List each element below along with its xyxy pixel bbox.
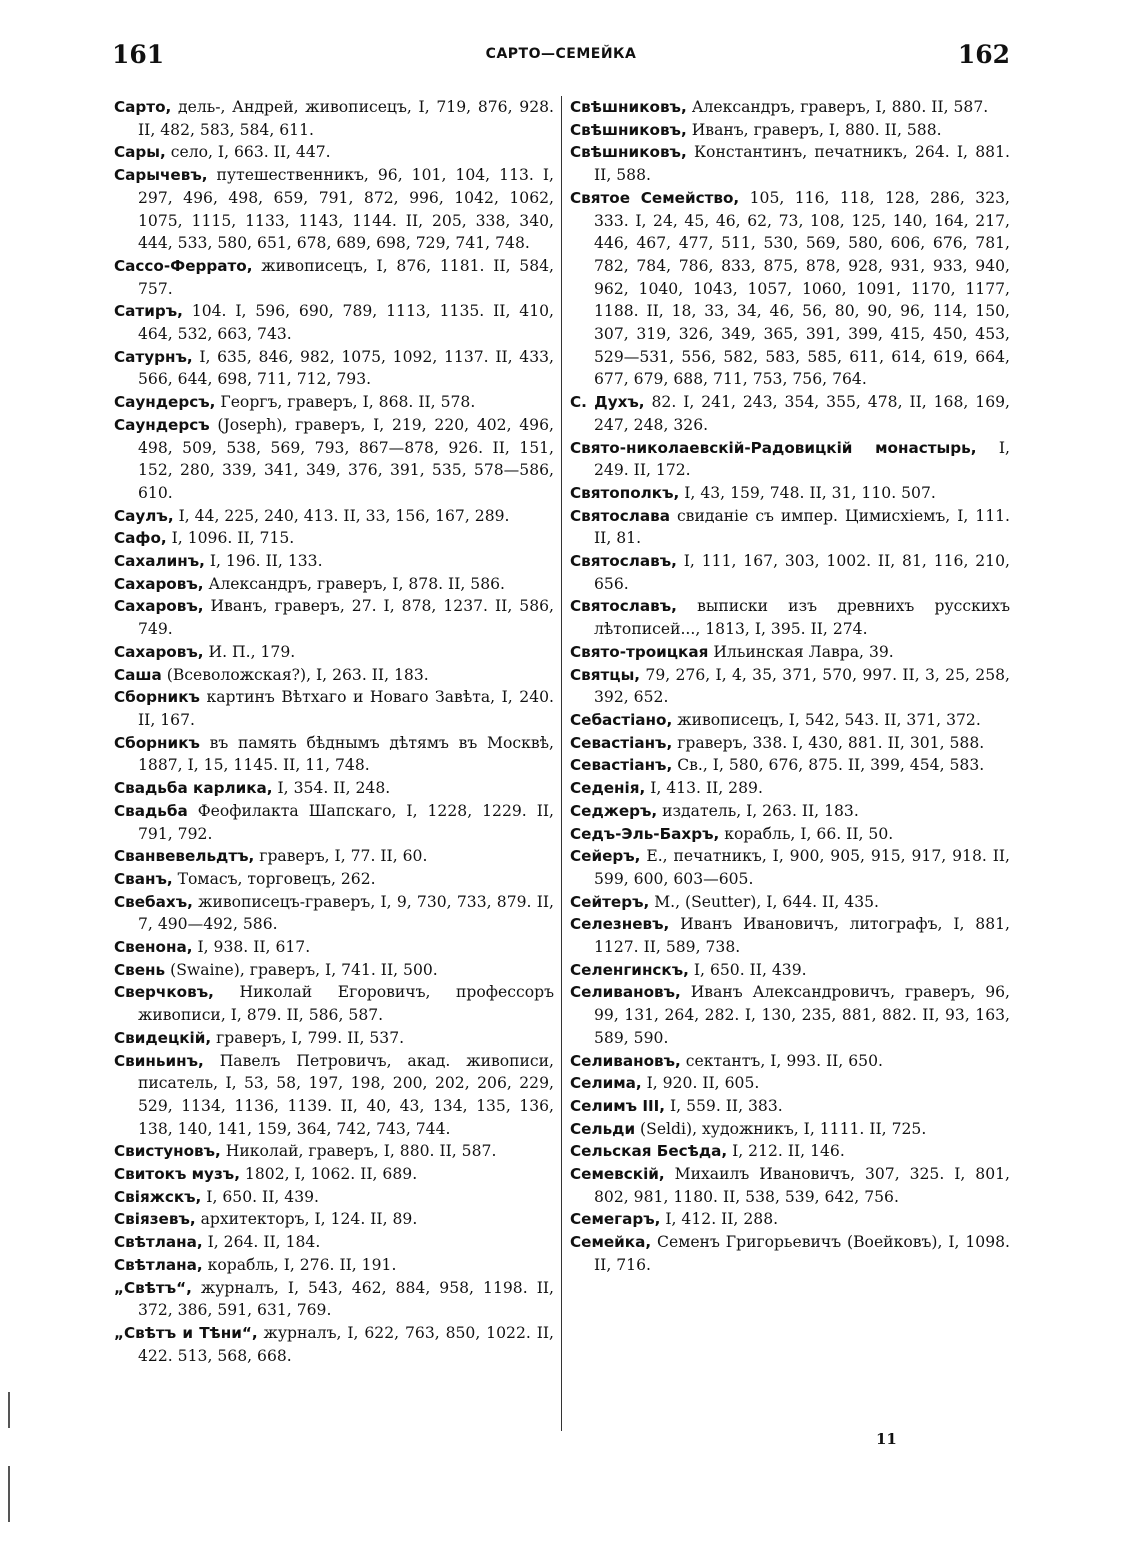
entry-references: корабль, I, 66. II, 50. — [719, 824, 894, 843]
entry-headword: Семевскій, — [570, 1165, 665, 1184]
entry-headword: Себастіано, — [570, 710, 673, 729]
entry-headword: Сверчковъ, — [114, 983, 214, 1002]
entry-references: село, I, 663. II, 447. — [165, 143, 331, 162]
index-entry — [114, 414, 554, 505]
entry-headword: Свіяжскъ, — [114, 1187, 202, 1206]
index-entry — [114, 732, 554, 777]
entry-headword: Свень — [114, 960, 166, 979]
entry-references: I, 111, 167, 303, 1002. II, 81, 116, 210, 656. — [594, 552, 1010, 593]
entry-references: Александръ, граверъ, I, 880. II, 587. — [686, 98, 989, 116]
entry-headword: Свѣтлана, — [114, 1255, 203, 1274]
entry-headword: Сахаровъ, — [114, 642, 204, 661]
index-entry — [114, 1322, 554, 1367]
entry-headword: Свиньинъ, — [114, 1051, 204, 1070]
index-entry — [114, 1277, 554, 1322]
index-entry — [114, 527, 554, 550]
entry-headword: Свіязевъ, — [114, 1210, 196, 1229]
entry-references: M., (Seutter), I, 644. II, 435. — [649, 892, 879, 911]
entry-references: I, 196. II, 133. — [204, 552, 323, 571]
entry-headword: Селивановъ, — [570, 1051, 681, 1070]
index-entry — [570, 1118, 1010, 1141]
index-entry — [114, 1163, 554, 1186]
running-title: САРТО—СЕМЕЙКА — [485, 46, 637, 62]
index-entry — [114, 800, 554, 845]
entry-references: I, 650. II, 439. — [201, 1187, 319, 1206]
index-entry — [570, 845, 1010, 890]
entry-headword: Святцы, — [570, 665, 641, 684]
index-entry — [114, 664, 554, 687]
entry-headword: Селенгинскъ, — [570, 960, 689, 979]
index-entry — [570, 709, 1010, 732]
index-entry — [114, 550, 554, 573]
entry-references: дель-, Андрей, живописецъ, I, 719, 876, 928. II, 482, 583, 584, 611. — [138, 98, 554, 139]
index-entry — [114, 777, 554, 800]
entry-headword: Сельская Бесѣда, — [570, 1142, 728, 1161]
entry-headword: Семегаръ, — [570, 1210, 661, 1229]
index-entry — [114, 1186, 554, 1209]
entry-references: Константинъ, печатникъ, 264. I, 881. II, 588. — [594, 143, 1010, 185]
entry-references: корабль, I, 276. II, 191. — [202, 1255, 397, 1274]
entry-headword: Сатиръ, — [114, 302, 183, 321]
index-entry — [570, 732, 1010, 755]
index-entry — [114, 641, 554, 664]
entry-references: Томасъ, торговецъ, 262. — [172, 869, 376, 888]
index-entry — [114, 1231, 554, 1254]
entry-headword: Севастіанъ, — [570, 756, 673, 775]
entry-headword: Сарычевъ, — [114, 166, 208, 185]
entry-references: 104. I, 596, 690, 789, 1113, 1135. II, 410, 464, 532, 663, 743. — [138, 302, 554, 344]
index-entry — [114, 391, 554, 414]
entry-headword: Сейтеръ, — [570, 892, 650, 911]
index-entry — [114, 1050, 554, 1141]
entry-headword: Селезневъ, — [570, 915, 670, 934]
entry-headword: Свистуновъ, — [114, 1142, 221, 1161]
entry-headword: Сванвевельдтъ, — [114, 847, 255, 866]
index-entry — [114, 1140, 554, 1163]
entry-headword: С. Духъ, — [570, 393, 645, 412]
entry-headword: Свебахъ, — [114, 892, 193, 911]
entry-references: I, 412. II, 288. — [660, 1210, 779, 1229]
entry-headword: Семейка, — [570, 1233, 652, 1252]
entry-references: Иванъ, граверъ, I, 880. II, 588. — [686, 120, 942, 139]
entry-references: I, 212. II, 146. — [727, 1142, 845, 1161]
index-entry — [570, 141, 1010, 186]
entry-headword: Святославъ, — [570, 597, 677, 616]
entry-references: I, 559. II, 383. — [665, 1096, 783, 1115]
index-entry — [570, 1072, 1010, 1095]
index-entry — [570, 187, 1010, 391]
entry-headword: Сборникъ — [114, 733, 200, 752]
index-entry — [570, 96, 1010, 119]
entry-references: I, 43, 159, 748. II, 31, 110. 507. — [679, 483, 936, 502]
entry-headword: Свѣшниковъ, — [570, 120, 687, 139]
entry-headword: Саулъ, — [114, 506, 174, 525]
index-entry — [114, 346, 554, 391]
entry-headword: Сахаровъ, — [114, 574, 204, 593]
entry-headword: Свято-николаевскій-Радовицкій монастырь, — [570, 438, 977, 457]
entry-references: Георгъ, граверъ, I, 868. II, 578. — [215, 393, 476, 412]
index-entry — [570, 505, 1010, 550]
index-entry — [114, 505, 554, 528]
entry-references: журналъ, I, 543, 462, 884, 958, 1198. II, 372, 386, 591, 631, 769. — [138, 1278, 554, 1320]
entry-headword: „Свѣтъ и Тѣни“, — [114, 1323, 258, 1342]
entry-references: живописецъ, I, 542, 543. II, 371, 372. — [672, 710, 981, 729]
entry-references: E., печатникъ, I, 900, 905, 915, 917, 918. II, 599, 600, 603—605. — [594, 847, 1010, 888]
index-entry — [114, 1254, 554, 1277]
entry-references: I, 249. II, 172. — [594, 438, 1010, 480]
index-entry — [570, 437, 1010, 482]
index-entry — [114, 595, 554, 640]
entry-references: Михаилъ Ивановичъ, 307, 325. I, 801, 802, 981, 1180. II, 538, 539, 642, 756. — [594, 1165, 1010, 1206]
entry-headword: Свято-троицкая — [570, 642, 709, 661]
right-column — [570, 96, 1010, 1277]
margin-scan-mark — [8, 1466, 10, 1522]
entry-references: I, 650. II, 439. — [688, 960, 807, 979]
right-page-number: 162 — [957, 40, 1010, 69]
entry-headword: Сельди — [570, 1119, 636, 1138]
entry-references: 79, 276, I, 4, 35, 371, 570, 997. II, 3, 25, 258, 392, 652. — [594, 665, 1010, 707]
entry-headword: Свитокъ музъ, — [114, 1165, 240, 1184]
entry-headword: Свадьба — [114, 801, 188, 820]
entry-references: журналъ, I, 622, 763, 850, 1022. II, 422. 513, 568, 668. — [138, 1323, 554, 1365]
index-entry — [114, 573, 554, 596]
entry-headword: Седенія, — [570, 779, 646, 798]
entry-headword: Саундерсъ, — [114, 393, 216, 412]
index-entry — [570, 959, 1010, 982]
entry-headword: Святополкъ, — [570, 483, 680, 502]
index-entry — [570, 891, 1010, 914]
index-entry — [570, 1231, 1010, 1276]
entry-references: Ильинская Лавра, 39. — [708, 642, 894, 661]
entry-headword: Сафо, — [114, 529, 167, 548]
entry-references: Николай, граверъ, I, 880. II, 587. — [220, 1142, 497, 1161]
entry-references: издатель, I, 263. II, 183. — [657, 801, 859, 820]
entry-references: I, 920. II, 605. — [641, 1074, 760, 1093]
index-entry — [570, 800, 1010, 823]
entry-references: архитекторъ, I, 124. II, 89. — [195, 1210, 418, 1229]
page-header — [112, 40, 1010, 70]
index-entry — [570, 595, 1010, 640]
index-entry — [114, 1208, 554, 1231]
entry-references: Александръ, граверъ, I, 878. II, 586. — [203, 574, 506, 593]
index-entry — [570, 391, 1010, 436]
index-entry — [114, 141, 554, 164]
entry-headword: Седжеръ, — [570, 801, 658, 820]
entry-headword: Свѣшниковъ, — [570, 143, 687, 162]
entry-headword: Севастіанъ, — [570, 733, 673, 752]
entry-references: 1802, I, 1062. II, 689. — [239, 1165, 418, 1184]
index-entry — [570, 1208, 1010, 1231]
entry-headword: Святое Семейство, — [570, 188, 740, 207]
index-entry — [570, 641, 1010, 664]
entry-headword: Свидецкій, — [114, 1028, 212, 1047]
index-entry — [570, 1050, 1010, 1073]
entry-references: граверъ, 338. I, 430, 881. II, 301, 588. — [672, 733, 985, 752]
index-entry — [570, 1163, 1010, 1208]
index-entry — [570, 482, 1010, 505]
entry-references: 105, 116, 118, 128, 286, 323, 333. I, 24, 45, 46, 62, 73, 108, 125, 140, 164, 217, 446, 467, 477, 511, 530, 569, 580, 606, 676, 781, 782, 784, 786, 833, 875, 878, 928, 931, 933, 940, 962, 1040, 1043, 1057, 1060, 1091, 1170, 1177, 1188. II, 18, 33, 34, 46, 56, 80, 90, 96, 114, 150, 307, 319, 326, 349, 365, 391, 399, 415, 450, 453, 529—531, 556, 582, 583, 585, 611, 614, 619, 664, 677, 679, 688, 711, 753, 756, 764. — [594, 188, 1010, 389]
index-entry — [114, 686, 554, 731]
entry-references: путешественникъ, 96, 101, 104, 113. I, 297, 496, 498, 659, 791, 872, 996, 1042, 1062, 1075, 1115, 1133, 1143, 1144. II, 205, 338, 340, 444, 533, 580, 651, 678, 689, 698, 729, 741, 748. — [138, 166, 554, 253]
left-page-number: 161 — [112, 40, 165, 69]
entry-headword: Сатурнъ, — [114, 347, 193, 366]
index-entry — [114, 959, 554, 982]
index-entry — [570, 754, 1010, 777]
entry-headword: Селима, — [570, 1074, 642, 1093]
left-column — [114, 96, 554, 1367]
entry-headword: Селивановъ, — [570, 983, 681, 1002]
entry-references: Иванъ Ивановичъ, литографъ, I, 881, 1127. II, 589, 738. — [594, 915, 1010, 957]
entry-references: I, 635, 846, 982, 1075, 1092, 1137. II, 433, 566, 644, 698, 711, 712, 793. — [138, 347, 554, 389]
index-entry — [570, 913, 1010, 958]
index-entry — [570, 119, 1010, 142]
index-entry — [570, 1095, 1010, 1118]
index-entry — [114, 891, 554, 936]
entry-references: И. П., 179. — [203, 642, 296, 661]
entry-references: (Joseph), граверъ, I, 219, 220, 402, 496, 498, 509, 538, 569, 793, 867—878, 926. II, 151, 152, 280, 339, 341, 349, 376, 391, 535, 578—586, 610. — [138, 415, 554, 502]
entry-references: въ память бѣднымъ дѣтямъ въ Москвѣ, 1887, I, 15, 1145. II, 11, 748. — [138, 733, 554, 775]
entry-references: Иванъ, граверъ, 27. I, 878, 1237. II, 586, 749. — [138, 597, 554, 639]
entry-headword: Сахаровъ, — [114, 597, 204, 616]
entry-headword: Седъ-Эль-Бахръ, — [570, 824, 720, 843]
entry-references: сектантъ, I, 993. II, 650. — [680, 1051, 883, 1070]
entry-headword: Сванъ, — [114, 869, 173, 888]
index-entry — [114, 845, 554, 868]
entry-references: живописецъ, I, 876, 1181. II, 584, 757. — [138, 256, 554, 298]
entry-references: (Swaine), граверъ, I, 741. II, 500. — [165, 960, 438, 979]
entry-references: живописецъ-граверъ, I, 9, 730, 733, 879. II, 7, 490—492, 586. — [138, 892, 554, 934]
entry-references: граверъ, I, 77. II, 60. — [254, 847, 428, 866]
index-entry — [114, 1027, 554, 1050]
entry-headword: Свѣтлана, — [114, 1233, 203, 1252]
entry-headword: Саундерсъ — [114, 415, 210, 434]
entry-references: картинъ Вѣтхаго и Новаго Завѣта, I, 240. II, 167. — [138, 688, 554, 729]
entry-headword: Саша — [114, 665, 162, 684]
entry-references: I, 44, 225, 240, 413. II, 33, 156, 167, 289. — [173, 506, 510, 525]
index-entry — [114, 300, 554, 345]
entry-references: Павелъ Петровичъ, акад. живописи, писатель, I, 53, 58, 197, 198, 200, 202, 206, 229, 529, 1134, 1136, 1139. II, 40, 43, 134, 135, 136, 138, 140, 141, 159, 364, 742, 743, 744. — [138, 1051, 554, 1138]
entry-references: I, 1096. II, 715. — [166, 529, 295, 548]
printer-signature-mark: 11 — [876, 1430, 897, 1448]
margin-scan-mark — [8, 1392, 10, 1428]
entry-headword: Святослава — [570, 506, 670, 525]
index-entry — [114, 936, 554, 959]
entry-references: I, 413. II, 289. — [645, 779, 763, 798]
entry-headword: Свенона, — [114, 938, 193, 957]
entry-references: I, 354. II, 248. — [272, 779, 391, 798]
entry-references: Семенъ Григорьевичъ (Воейковъ), I, 1098. II, 716. — [594, 1233, 1010, 1274]
entry-headword: Сборникъ — [114, 688, 200, 707]
index-entry — [114, 255, 554, 300]
entry-references: (Всеволожская?), I, 263. II, 183. — [161, 665, 429, 684]
entry-references: свиданіе съ импер. Цимисхіемъ, I, 111. II, 81. — [594, 506, 1010, 548]
index-entry — [570, 777, 1010, 800]
entry-references: (Seldi), художникъ, I, 1111. II, 725. — [635, 1119, 927, 1138]
entry-headword: Сассо-Феррато, — [114, 256, 253, 275]
entry-references: I, 938. II, 617. — [192, 938, 311, 957]
index-entry — [114, 96, 554, 141]
index-entry — [114, 981, 554, 1026]
entry-headword: Сейеръ, — [570, 847, 641, 866]
entry-references: выписки изъ древнихъ русскихъ лѣтописей..., 1813, I, 395. II, 274. — [594, 597, 1010, 639]
index-entry — [570, 550, 1010, 595]
entry-headword: Сарто, — [114, 98, 172, 116]
entry-references: Феофилакта Шапскаго, I, 1228, 1229. II, 791, 792. — [138, 801, 554, 843]
entry-references: граверъ, I, 799. II, 537. — [211, 1028, 405, 1047]
index-entry — [114, 868, 554, 891]
entry-headword: „Свѣтъ“, — [114, 1278, 192, 1297]
entry-references: I, 264. II, 184. — [202, 1233, 321, 1252]
entry-headword: Селимъ III, — [570, 1096, 666, 1115]
index-entry — [114, 164, 554, 255]
entry-references: Николай Егоровичъ, профессоръ живописи, I, 879. II, 586, 587. — [138, 983, 554, 1025]
column-divider — [561, 96, 562, 1431]
index-entry — [570, 1140, 1010, 1163]
entry-headword: Свадьба карлика, — [114, 779, 273, 798]
entry-headword: Святославъ, — [570, 552, 677, 571]
entry-headword: Сары, — [114, 143, 166, 162]
entry-references: 82. I, 241, 243, 354, 355, 478, II, 168, 169, 247, 248, 326. — [594, 393, 1010, 434]
entry-headword: Сахалинъ, — [114, 552, 205, 571]
entry-headword: Свѣшниковъ, — [570, 98, 687, 116]
entry-references: Св., I, 580, 676, 875. II, 399, 454, 583. — [672, 756, 985, 775]
entry-references: Иванъ Александровичъ, граверъ, 96, 99, 131, 264, 282. I, 130, 235, 881, 882. II, 93, 163, 589, 590. — [594, 983, 1010, 1047]
index-entry — [570, 981, 1010, 1049]
index-entry — [570, 823, 1010, 846]
index-entry — [570, 664, 1010, 709]
